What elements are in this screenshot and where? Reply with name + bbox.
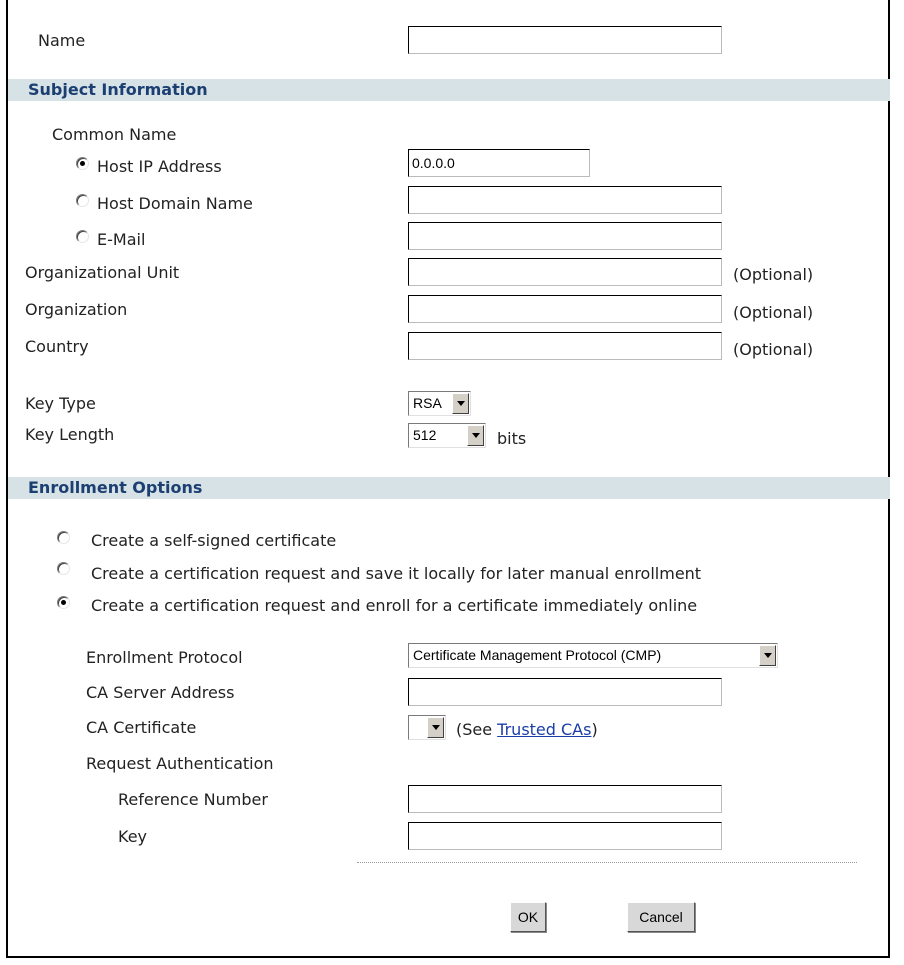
enrollment-protocol-dropdown-arrow-icon[interactable] bbox=[759, 645, 776, 666]
ca-certificate-select[interactable] bbox=[408, 715, 446, 740]
enrollment-options-title: Enrollment Options bbox=[28, 478, 203, 497]
ok-button[interactable]: OK bbox=[510, 902, 546, 932]
key-length-value: 512 bbox=[413, 427, 437, 443]
cancel-button[interactable]: Cancel bbox=[627, 902, 695, 932]
email-label: E-Mail bbox=[97, 230, 146, 249]
key-type-dropdown-arrow-icon[interactable] bbox=[452, 393, 469, 414]
see-suffix: ) bbox=[591, 720, 598, 739]
save-locally-radio[interactable] bbox=[57, 562, 70, 575]
enrollment-protocol-select[interactable] bbox=[408, 643, 778, 668]
enroll-online-radio[interactable] bbox=[57, 596, 70, 609]
host-ip-radio[interactable] bbox=[76, 157, 89, 170]
see-prefix: (See bbox=[456, 720, 498, 739]
common-name-label: Common Name bbox=[52, 125, 177, 144]
key-length-dropdown-arrow-icon[interactable] bbox=[467, 425, 484, 446]
button-separator bbox=[357, 862, 857, 863]
host-ip-input[interactable] bbox=[408, 149, 590, 177]
host-ip-label: Host IP Address bbox=[97, 157, 222, 176]
reference-number-input[interactable] bbox=[408, 785, 722, 813]
host-domain-label: Host Domain Name bbox=[97, 194, 253, 213]
key-label: Key bbox=[118, 827, 148, 846]
subject-information-header bbox=[8, 79, 890, 101]
key-input[interactable] bbox=[408, 822, 722, 850]
key-type-label: Key Type bbox=[25, 394, 96, 413]
org-unit-optional: (Optional) bbox=[733, 265, 814, 284]
save-locally-label: Create a certification request and save it locally for later manual enrollment bbox=[91, 564, 702, 583]
email-input[interactable] bbox=[408, 222, 722, 250]
host-domain-input[interactable] bbox=[408, 186, 722, 214]
ca-certificate-label: CA Certificate bbox=[86, 718, 197, 737]
country-label: Country bbox=[25, 337, 89, 356]
trusted-cas-link[interactable]: Trusted CAs bbox=[497, 720, 592, 739]
enrollment-options-header bbox=[8, 477, 890, 499]
key-type-select[interactable] bbox=[408, 391, 471, 416]
host-domain-radio[interactable] bbox=[76, 194, 89, 207]
enroll-online-label: Create a certification request and enroll for a certificate immediately online bbox=[91, 596, 698, 615]
key-type-value: RSA bbox=[413, 395, 442, 411]
see-trusted-cas bbox=[456, 720, 598, 740]
org-unit-label: Organizational Unit bbox=[25, 263, 180, 282]
ca-server-label: CA Server Address bbox=[86, 683, 235, 702]
self-signed-label: Create a self-signed certificate bbox=[91, 531, 337, 550]
name-input[interactable] bbox=[408, 26, 722, 54]
enrollment-protocol-value: Certificate Management Protocol (CMP) bbox=[413, 647, 662, 663]
country-input[interactable] bbox=[408, 332, 722, 360]
enrollment-protocol-label: Enrollment Protocol bbox=[86, 648, 243, 667]
name-label: Name bbox=[38, 31, 86, 50]
reference-number-label: Reference Number bbox=[118, 790, 268, 809]
bits-label: bits bbox=[497, 429, 527, 448]
ca-certificate-dropdown-arrow-icon[interactable] bbox=[427, 717, 444, 738]
organization-optional: (Optional) bbox=[733, 303, 814, 322]
ca-server-input[interactable] bbox=[408, 678, 722, 706]
key-length-select[interactable] bbox=[408, 423, 486, 448]
org-unit-input[interactable] bbox=[408, 258, 722, 286]
subject-information-title: Subject Information bbox=[28, 80, 208, 99]
organization-label: Organization bbox=[25, 300, 128, 319]
organization-input[interactable] bbox=[408, 295, 722, 323]
key-length-label: Key Length bbox=[25, 425, 115, 444]
country-optional: (Optional) bbox=[733, 340, 814, 359]
self-signed-radio[interactable] bbox=[57, 531, 70, 544]
request-authentication-label: Request Authentication bbox=[86, 754, 274, 773]
email-radio[interactable] bbox=[76, 230, 89, 243]
